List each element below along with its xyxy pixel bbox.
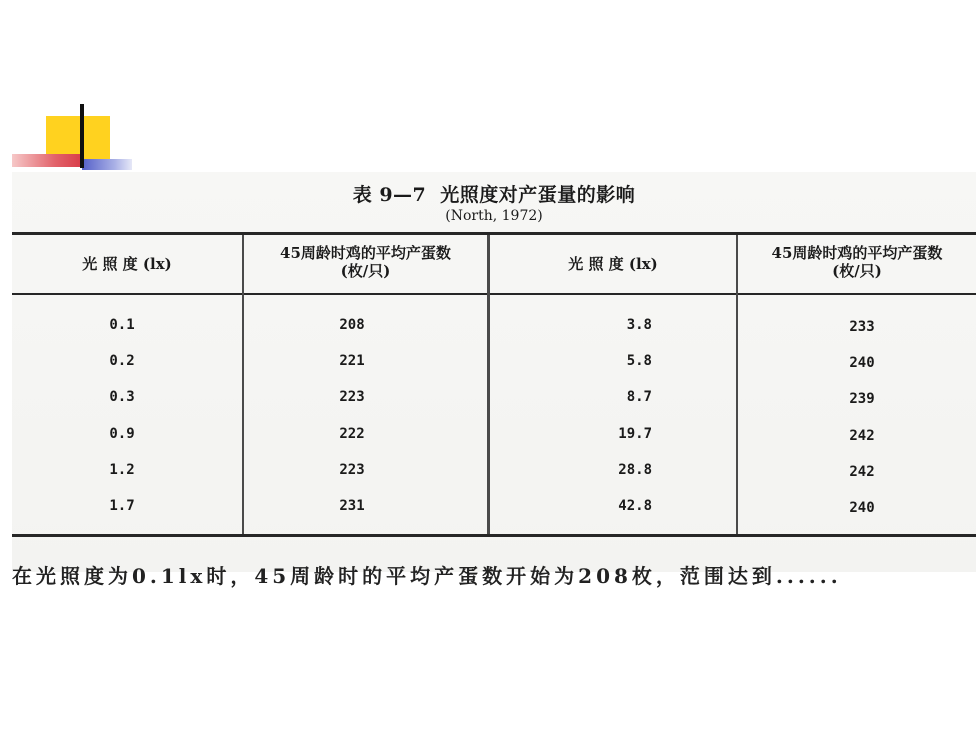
cell-lux-1: 0.2 <box>109 353 135 369</box>
title-ornament-black-line <box>80 104 84 168</box>
cell-eggs-1: 231 <box>339 498 365 514</box>
cell-eggs-1: 223 <box>339 462 365 478</box>
footer-text: 在光照度为0.1lx时，45周龄时的平均产蛋数开始为208枚，范围达到...... <box>12 564 842 588</box>
table-top-rule <box>12 232 976 235</box>
header-light-intensity-1: 光 照 度 (lx) <box>82 255 172 273</box>
cell-lux-1: 0.9 <box>109 426 135 442</box>
header-light-intensity-2: 光 照 度 (lx) <box>568 255 658 273</box>
cell-eggs-2: 242 <box>849 428 875 444</box>
cell-lux-1: 0.3 <box>109 389 135 405</box>
cell-lux-2: 42.8 <box>618 498 652 514</box>
scanned-table-image <box>12 172 976 572</box>
header-egg-count-1-line2: (枚/只) <box>340 262 391 280</box>
cell-eggs-2: 240 <box>849 355 875 371</box>
cell-lux-2: 19.7 <box>618 426 652 442</box>
column-divider-2 <box>487 235 490 534</box>
table-source: (North, 1972) <box>445 208 543 224</box>
cell-lux-1: 1.2 <box>109 462 135 478</box>
cell-lux-2: 3.8 <box>626 317 652 333</box>
cell-lux-2: 5.8 <box>626 353 652 369</box>
cropped-footer-text <box>12 564 976 588</box>
header-egg-count-2 <box>738 244 976 280</box>
table-header-rule <box>12 293 976 295</box>
table-number: 表 9—7 <box>352 184 427 206</box>
title-ornament-red-bar <box>12 154 84 167</box>
table-title: 光照度对产蛋量的影响 <box>440 184 636 206</box>
cell-lux-2: 8.7 <box>626 389 652 405</box>
cell-eggs-1: 221 <box>339 353 365 369</box>
cell-eggs-2: 242 <box>849 464 875 480</box>
table-caption <box>12 180 976 207</box>
cell-eggs-1: 208 <box>339 317 365 333</box>
cell-eggs-2: 239 <box>849 391 875 407</box>
cell-eggs-1: 222 <box>339 426 365 442</box>
cell-lux-2: 28.8 <box>618 462 652 478</box>
table-bottom-rule <box>12 534 976 537</box>
header-egg-count-2-line2: (枚/只) <box>832 262 882 280</box>
cell-eggs-2: 233 <box>849 319 875 335</box>
header-egg-count-2-line1: 45周龄时鸡的平均产蛋数 <box>771 244 943 262</box>
cell-lux-1: 1.7 <box>109 498 135 514</box>
header-egg-count-1 <box>244 244 487 280</box>
header-egg-count-1-line1: 45周龄时鸡的平均产蛋数 <box>280 244 451 262</box>
cell-lux-1: 0.1 <box>109 317 135 333</box>
cell-eggs-2: 240 <box>849 500 875 516</box>
title-ornament-blue-bar <box>82 159 132 170</box>
cell-eggs-1: 223 <box>339 389 365 405</box>
